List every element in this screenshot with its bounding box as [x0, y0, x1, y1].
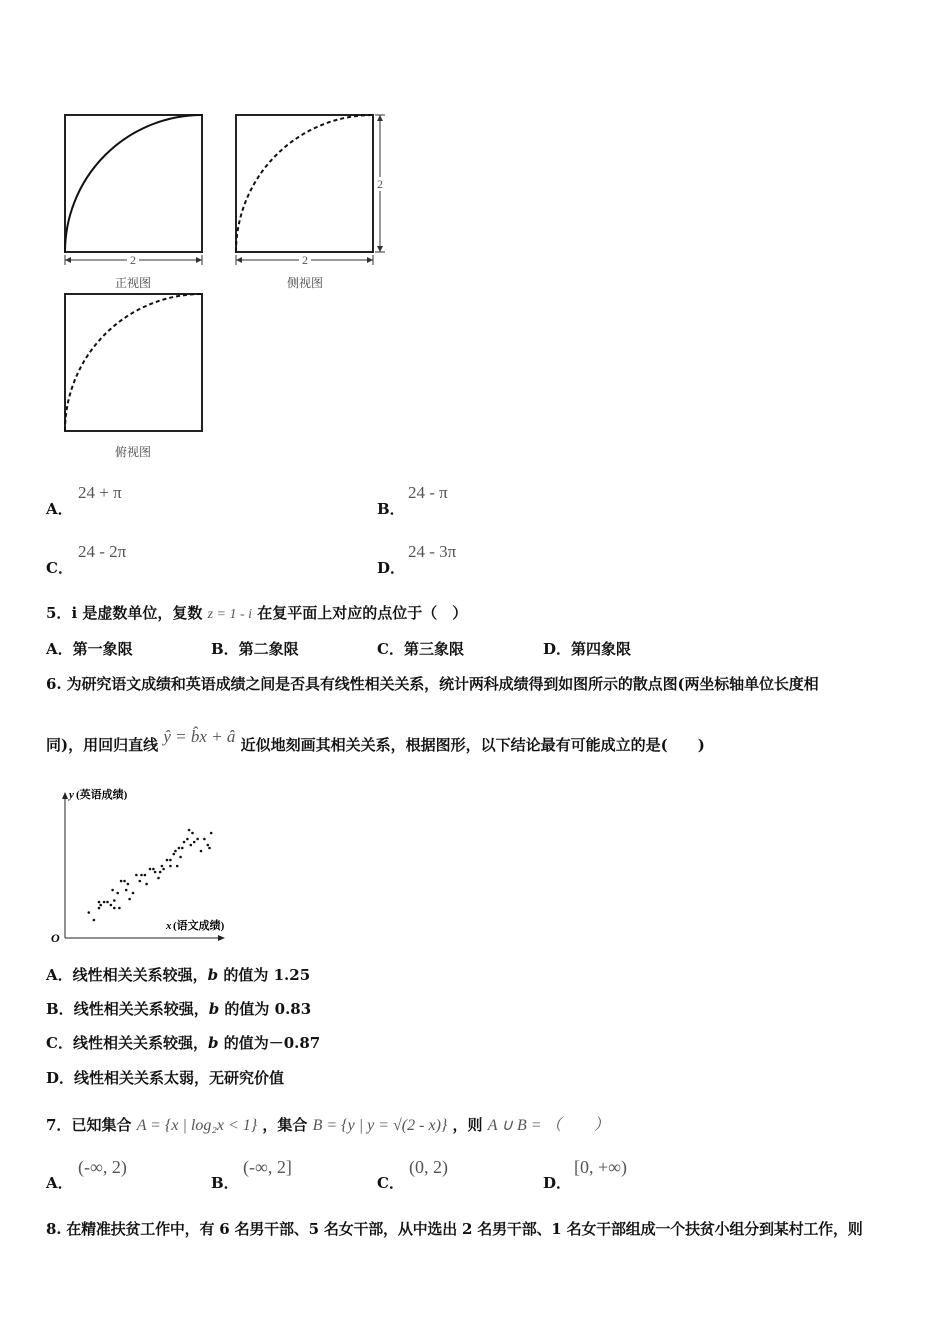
scatter-point	[159, 871, 162, 874]
q7-union: A ∪ B = （ ）	[487, 1117, 610, 1134]
q7-option-a-expr: (-∞, 2)	[78, 1157, 127, 1177]
q7-number: 7．	[46, 1116, 72, 1134]
front-view	[65, 115, 202, 267]
scatter-point	[140, 874, 143, 877]
scatter-point	[98, 901, 101, 904]
y-axis-arrow	[62, 792, 68, 799]
top-view	[65, 294, 202, 431]
three-view-figure	[55, 105, 395, 465]
q7-set-b: B = {y | y = √(2 - x)}	[312, 1117, 448, 1134]
q6-option-c	[46, 1032, 320, 1053]
scatter-point	[128, 898, 131, 901]
q6-option-d	[46, 1067, 284, 1088]
scatter-point	[178, 847, 181, 850]
scatter-point	[161, 865, 164, 868]
x-axis-arrow	[218, 935, 225, 941]
q7-option-d-letter: D．	[543, 1174, 572, 1192]
q7-text1: 已知集合	[71, 1116, 132, 1134]
q6-option-c-tail: 的值为－0.87	[218, 1034, 321, 1052]
q4-option-c-letter: C．	[46, 559, 73, 577]
scatter-point	[183, 841, 186, 844]
q6-option-d-text: 线性相关关系太弱，无研究价值	[74, 1069, 285, 1087]
q6-regression-formula: ŷ = b̂x + â	[163, 727, 236, 746]
scatter-point	[98, 907, 101, 910]
scatter-point	[111, 889, 114, 892]
scatter-point	[103, 901, 106, 904]
scatter-point	[123, 880, 126, 883]
scatter-point	[193, 841, 196, 844]
q4-option-d-expr: 24 - 3π	[408, 542, 457, 561]
scatter-point	[203, 838, 206, 841]
scatter-point	[106, 901, 109, 904]
front-view-caption: 正视图	[115, 276, 152, 290]
q6-option-c-letter: C．	[46, 1034, 73, 1052]
scatter-point	[127, 883, 130, 886]
scatter-point	[210, 832, 213, 835]
q6-option-d-letter: D．	[46, 1069, 75, 1087]
q6-line2-after: 近似地刻画其相关关系，根据图形，以下结论最有可能成立的是( )	[240, 736, 705, 754]
scatter-plot	[45, 780, 245, 950]
scatter-point	[174, 850, 177, 853]
scatter-point	[169, 859, 172, 862]
q5-option-d: D．第四象限	[543, 640, 632, 658]
q6-option-b-letter: B．	[46, 1000, 74, 1018]
q4-option-a-letter: A．	[46, 500, 73, 518]
scatter-point	[191, 832, 194, 835]
q6-option-b-text: 线性相关关系较强，	[73, 1000, 209, 1018]
q5-text-before: i 是虚数单位，复数	[71, 604, 203, 622]
scatter-point	[132, 892, 135, 895]
scatter-point	[181, 847, 184, 850]
q7-option-d-expr: [0, +∞)	[574, 1157, 627, 1177]
y-axis-var: y	[69, 789, 74, 801]
scatter-point	[116, 892, 119, 895]
q6-option-a	[46, 964, 310, 985]
q4-option-d-letter: D．	[377, 559, 406, 577]
scatter-point	[169, 865, 172, 868]
q4-option-c-expr: 24 - 2π	[78, 542, 127, 561]
q6-option-c-text: 线性相关关系较强，	[72, 1034, 208, 1052]
q7-option-c-expr: (0, 2)	[409, 1157, 448, 1177]
q7-option-b-expr: (-∞, 2]	[243, 1157, 292, 1177]
q7-text3: ，则	[452, 1116, 483, 1134]
q4-option-a-expr: 24 + π	[78, 483, 122, 502]
scatter-point	[176, 865, 179, 868]
scatter-point	[99, 904, 102, 907]
scatter-point	[166, 859, 169, 862]
scatter-point	[149, 868, 152, 871]
scatter-point	[113, 907, 116, 910]
q5-option-c: C．第三象限	[377, 640, 464, 658]
q7-stem	[46, 1112, 610, 1135]
scatter-points	[88, 829, 213, 922]
scatter-point	[120, 880, 123, 883]
scatter-point	[113, 899, 116, 902]
front-dimension-label: 2	[130, 253, 136, 267]
q5-text-after: 在复平面上对应的点位于（ ）	[257, 604, 468, 622]
scatter-point	[157, 877, 160, 880]
q5-formula: z = 1 - i	[207, 607, 253, 622]
q5-number: 5．	[46, 604, 72, 622]
scatter-point	[207, 844, 210, 847]
scatter-point	[144, 874, 147, 877]
q6-option-c-b: b	[207, 1034, 219, 1052]
q5-stem	[46, 602, 467, 623]
scatter-point	[190, 844, 193, 847]
scatter-point	[154, 871, 157, 874]
y-axis-label: (英语成绩)	[76, 789, 128, 801]
scatter-point	[188, 829, 191, 832]
scatter-point	[118, 907, 121, 910]
q7-text2: ，集合	[262, 1116, 308, 1134]
q7-option-b-letter: B．	[211, 1174, 239, 1192]
scatter-point	[196, 838, 199, 841]
q4-option-b-expr: 24 - π	[408, 483, 448, 502]
q8-stem: 8. 在精准扶贫工作中，有 6 名男干部、5 名女干部，从中选出 2 名男干部、1 名女干部组成一个扶贫小组分到某村工作，则	[46, 1220, 863, 1238]
side-dimension-label: 2	[302, 253, 308, 267]
scatter-point	[173, 853, 176, 856]
scatter-point	[93, 919, 96, 922]
q7-option-c-letter: C．	[377, 1174, 404, 1192]
q6-option-b-b: b	[208, 1000, 220, 1018]
side-view-caption: 侧视图	[287, 276, 324, 290]
side-height-label: 2	[377, 177, 383, 191]
q6-option-b	[46, 998, 311, 1019]
q7-option-a-letter: A．	[46, 1174, 73, 1192]
x-axis-label: (语文成绩)	[173, 920, 225, 932]
scatter-point	[135, 874, 138, 877]
scatter-point	[200, 850, 203, 853]
q6-line1: 6. 为研究语文成绩和英语成绩之间是否具有线性相关关系，统计两科成绩得到如图所示的散点图(两坐标轴单位长度相	[46, 675, 819, 693]
origin-label: O	[51, 931, 60, 945]
top-view-caption: 俯视图	[115, 445, 152, 459]
q6-option-a-b: b	[207, 966, 219, 984]
scatter-point	[139, 880, 142, 883]
scatter-point	[88, 911, 91, 914]
side-view	[236, 115, 386, 267]
q6-option-a-text: 线性相关关系较强，	[72, 966, 208, 984]
q4-option-b-letter: B．	[377, 500, 405, 518]
q6-option-a-tail: 的值为 1.25	[218, 966, 311, 984]
scatter-point	[145, 883, 148, 886]
q6-line2	[46, 727, 705, 755]
q5-option-a: A．第一象限	[46, 640, 133, 658]
scatter-point	[162, 868, 165, 871]
scatter-point	[125, 889, 128, 892]
scatter-point	[152, 868, 155, 871]
q6-line2-before: 同)，用回归直线	[46, 736, 159, 754]
q5-option-b: B．第二象限	[211, 640, 299, 658]
scatter-point	[208, 847, 211, 850]
q7-set-a: A = {x | log₂x < 1}	[136, 1117, 258, 1134]
scatter-point	[179, 856, 182, 859]
q6-option-b-tail: 的值为 0.83	[219, 1000, 312, 1018]
x-axis-var: x	[166, 920, 172, 932]
q6-option-a-letter: A．	[46, 966, 73, 984]
scatter-point	[186, 838, 189, 841]
scatter-point	[110, 904, 113, 907]
